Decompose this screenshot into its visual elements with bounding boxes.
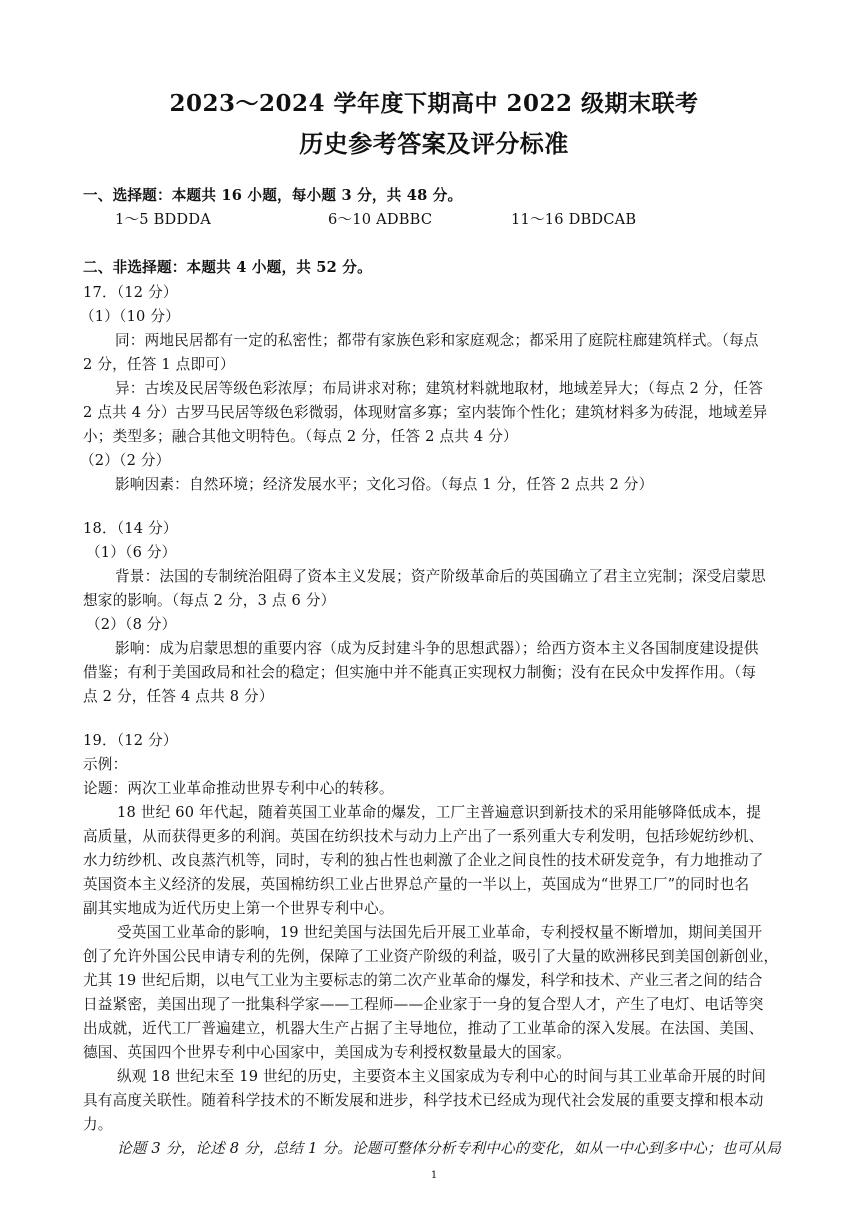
text-line: 纵观 18 世纪末至 19 世纪的历史，主要资本主义国家成为专利中心的时间与其工业革命开展的时间: [117, 1068, 767, 1085]
answer-group-3: 11～16 DBDCAB: [511, 211, 637, 228]
text-line: 小；类型多；融合其他文明特色。（每点 2 分，任答 2 点共 4 分）: [83, 428, 518, 445]
text-line: 借鉴；有利于美国政局和社会的稳定；但实施中并不能真正实现权力制衡；没有在民众中发挥作用。（每: [83, 664, 757, 681]
question-18-number: 18．（14 分）: [83, 520, 178, 537]
text-line: 影响：成为启蒙思想的重要内容（成为反封建斗争的思想武器）；给西方资本主义各国制度建设提供: [115, 640, 759, 657]
scoring-note: 论题 3 分，论述 8 分，总结 1 分。论题可整体分析专利中心的变化，如从一中心到多中心；也可从局: [117, 1140, 782, 1157]
text-line: 18 世纪 60 年代起，随着英国工业革命的爆发，工厂主普遍意识到新技术的采用能够降低成本，提: [117, 804, 762, 821]
text-line: 德国、英国四个世界专利中心国家中，美国成为专利授权数量最大的国家。: [83, 1044, 572, 1061]
page-subtitle: 历史参考答案及评分标准: [299, 129, 569, 158]
answer-group-2: 6～10 ADBBC: [328, 211, 433, 228]
text-line: 创了允许外国公民申请专利的先例，保障了工业资产阶级的利益，吸引了大量的欧洲移民到美国创新创业，: [83, 948, 779, 965]
section-heading-choice: 一、选择题：本题共 16 小题，每小题 3 分，共 48 分。: [83, 187, 463, 204]
text-line: 水力纺纱机、改良蒸汽机等，同时，专利的独占性也刺激了企业之间良性的技术研发竞争，有力地推动了: [83, 852, 764, 869]
example-label: 示例：: [83, 756, 128, 773]
text-line: 受英国工业革命的影响，19 世纪美国与法国先后开展工业革命，专利授权量不断增加，期间美国开: [117, 924, 763, 941]
text-line: 副其实地成为近代历史上第一个世界专利中心。: [83, 900, 394, 917]
text-line: 出成就，近代工厂普遍建立，机器大生产占据了主导地位，推动了工业革命的深入发展。在法国、美国、: [83, 1020, 764, 1037]
text-line: 想家的影响。（每点 2 分，3 点 6 分）: [83, 592, 336, 609]
answer-group-1: 1～5 BDDDA: [115, 211, 211, 228]
text-line: 尤其 19 世纪后期，以电气工业为主要标志的第二次产业革命的爆发，科学和技术、产业三者之间的结合: [83, 972, 763, 989]
thesis-line: 论题：两次工业革命推动世界专利中心的转移。: [83, 780, 394, 797]
question-17-part-2: （2）（2 分）: [80, 452, 171, 469]
text-line: 影响因素：自然环境；经济发展水平；文化习俗。（每点 1 分，任答 2 点共 2 分）: [115, 476, 654, 493]
page-title: 2023～2024 学年度下期高中 2022 级期末联考: [169, 90, 699, 117]
text-line: 同：两地民居都有一定的私密性；都带有家族色彩和家庭观念；都采用了庭院柱廊建筑样式。（每点: [115, 332, 759, 349]
text-line: 高质量，从而获得更多的利润。英国在纺织技术与动力上产出了一系列重大专利发明，包括珍妮纺纱机、: [83, 828, 764, 845]
text-line: 英国资本主义经济的发展，英国棉纺织工业占世界总产量的一半以上，英国成为“世界工厂”的同时也名: [83, 876, 750, 893]
text-line: 点 2 分，任答 4 点共 8 分）: [83, 688, 274, 705]
text-line: 具有高度关联性。随着科学技术的不断发展和进步，科学技术已经成为现代社会发展的重要支撑和根本动: [83, 1092, 764, 1109]
text-line: 背景：法国的专制统治阻碍了资本主义发展；资产阶级革命后的英国确立了君主立宪制；深受启蒙思: [115, 568, 766, 585]
text-line: 力。: [83, 1116, 113, 1133]
text-line: 2 点共 4 分）古罗马民居等级色彩微弱，体现财富多寡；室内装饰个性化；建筑材料多为砖混，地域差异: [83, 404, 768, 421]
text-line: 日益紧密，美国出现了一批集科学家——工程师——企业家于一身的复合型人才，产生了电灯、电话等突: [83, 996, 764, 1013]
question-17-part-1: （1）（10 分）: [80, 308, 180, 325]
text-line: 2 分，任答 1 点即可）: [83, 356, 235, 373]
question-18-part-2: （2）（8 分）: [86, 616, 177, 633]
question-17-number: 17．（12 分）: [83, 284, 178, 301]
question-18-part-1: （1）（6 分）: [86, 544, 177, 561]
text-line: 异：古埃及民居等级色彩浓厚；布局讲求对称；建筑材料就地取材，地域差异大；（每点 2 分，任答: [115, 380, 763, 397]
question-19-number: 19．（12 分）: [83, 732, 178, 749]
section-heading-nonchoice: 二、非选择题：本题共 4 小题，共 52 分。: [83, 259, 372, 276]
page-number: 1: [430, 1170, 438, 1181]
